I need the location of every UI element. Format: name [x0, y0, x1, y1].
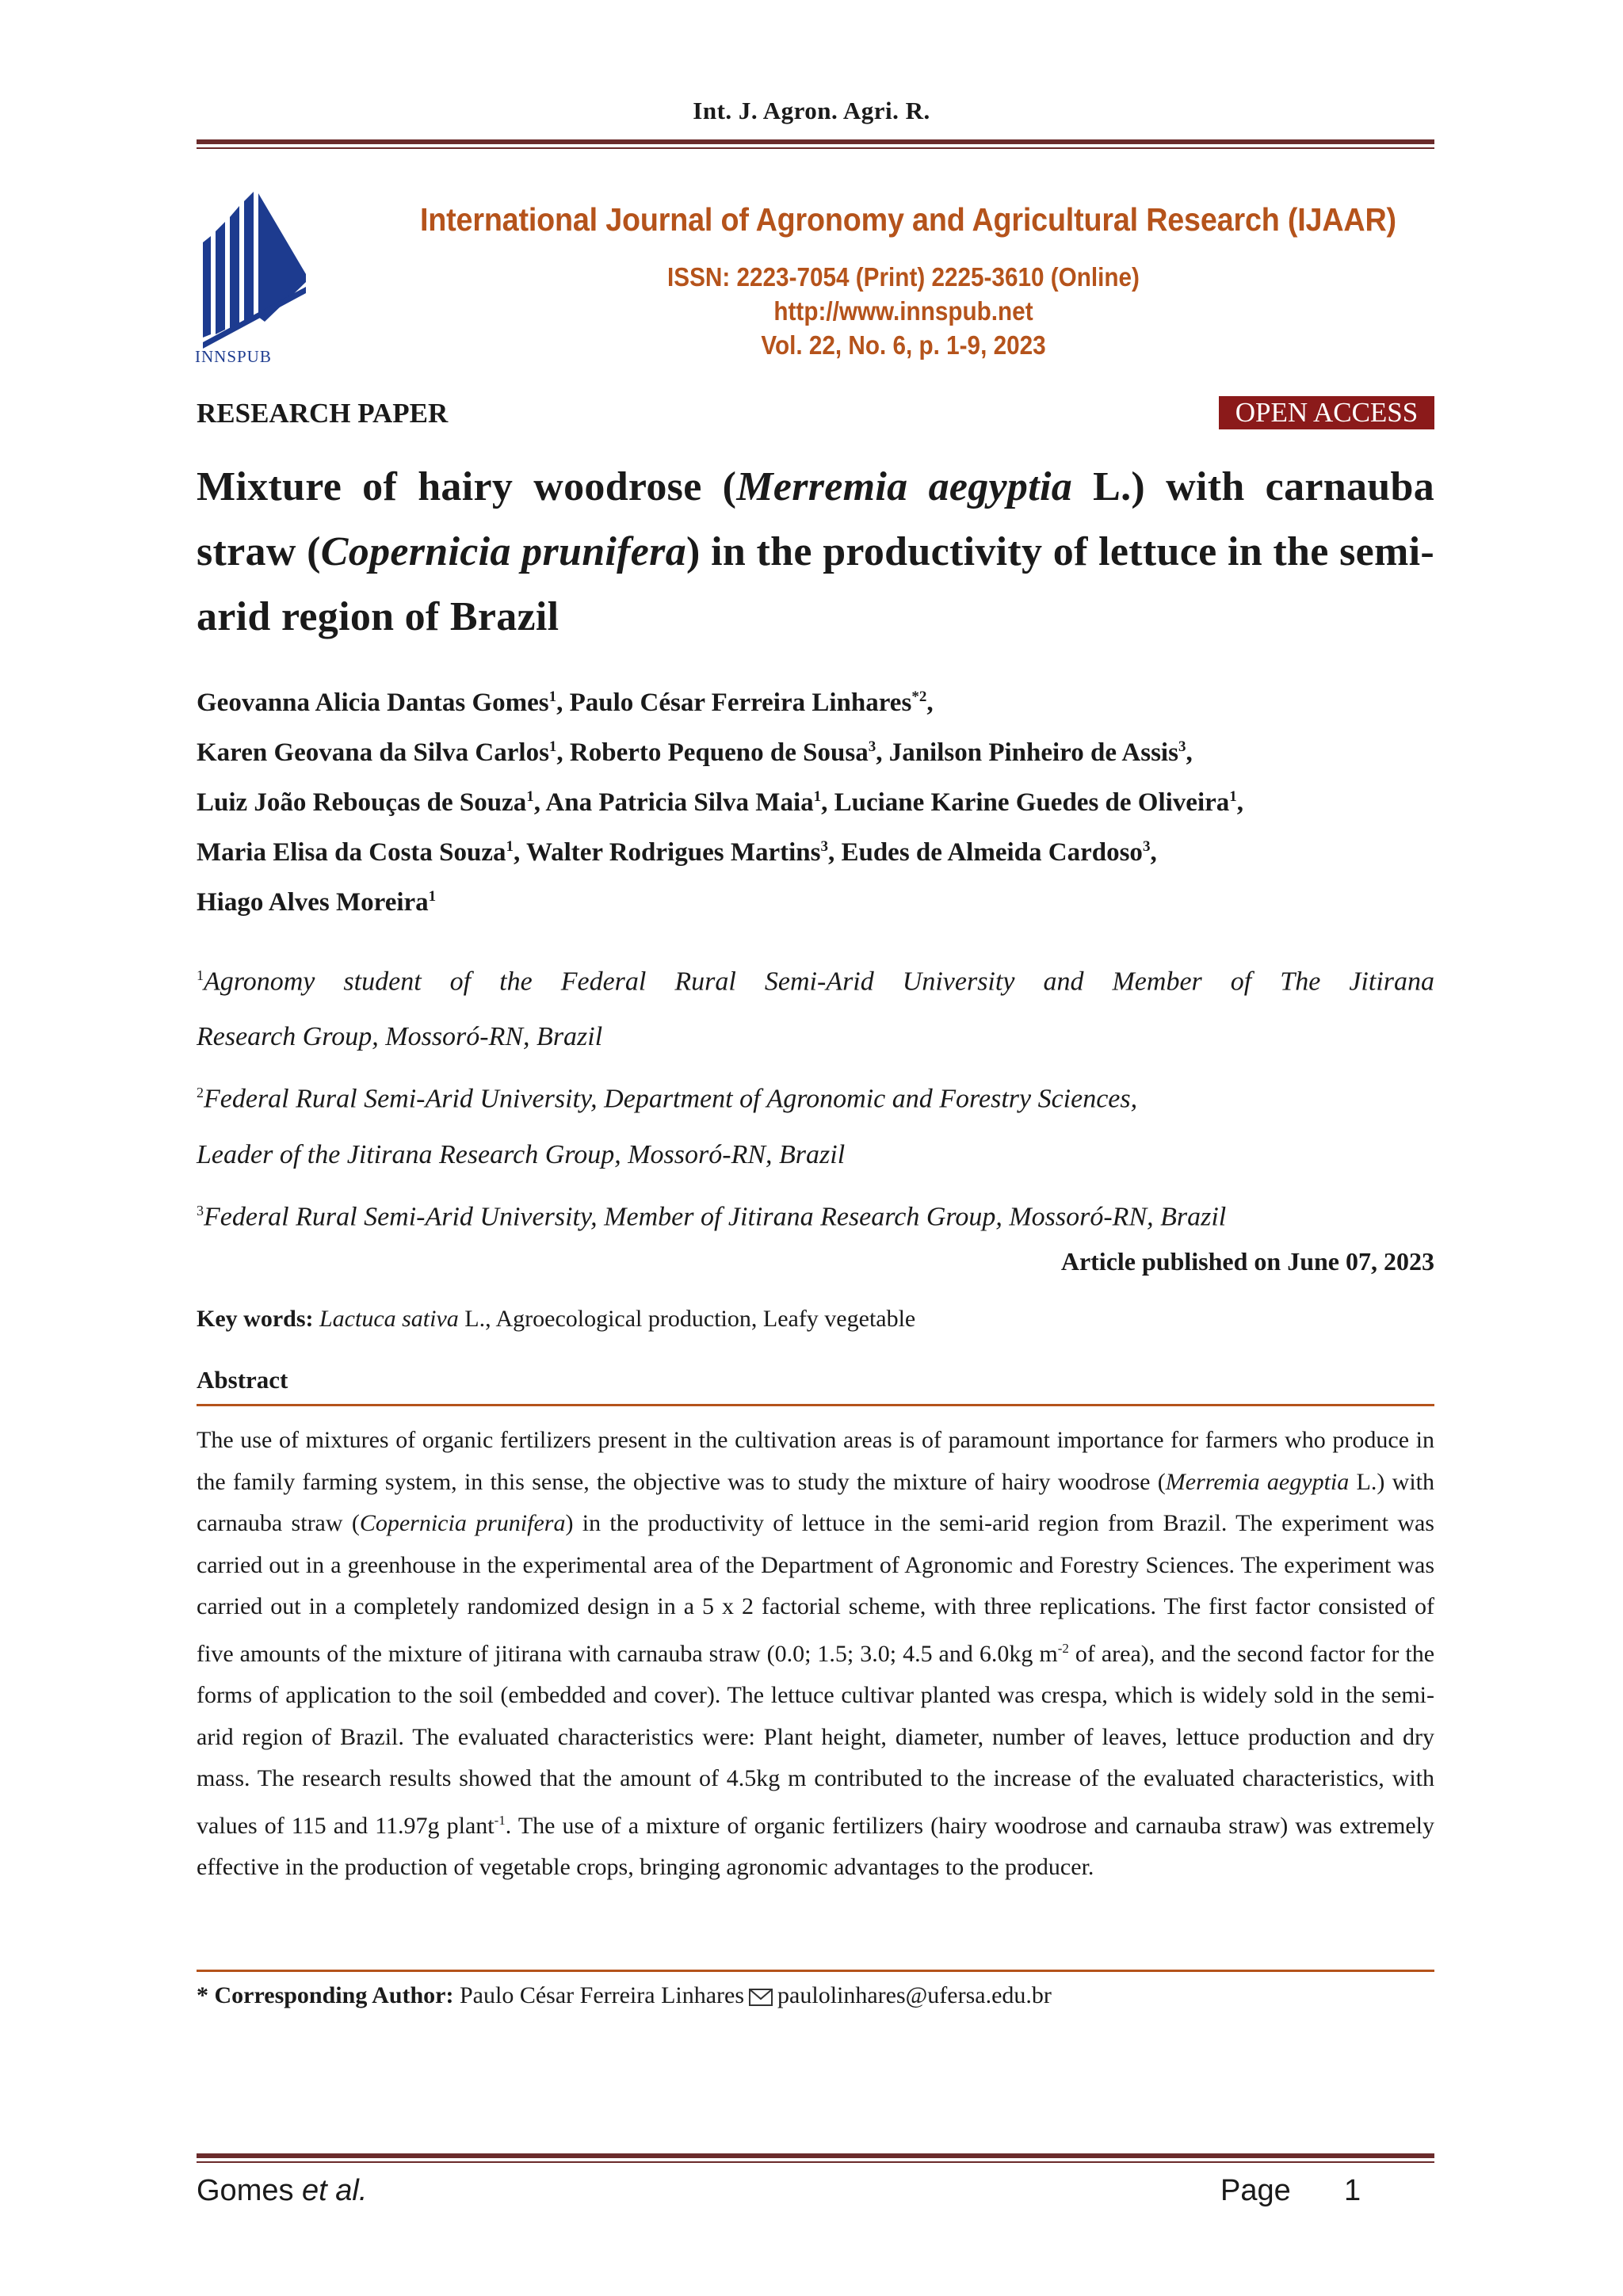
- affiliation-2-cont: Leader of the Jitirana Research Group, Mossoró-RN, Brazil: [197, 1139, 846, 1169]
- author-name: Eudes de Almeida Cardoso: [841, 838, 1143, 867]
- logo-text: INNSPUB: [195, 347, 272, 366]
- affiliation-2: $^2$Federal Rural Semi-Arid University, Department of Agronomic and Forestry Sciences,: [197, 1084, 1138, 1114]
- corresponding-author: * Corresponding Author: Paulo César Ferreira Linhares paulolinhares@ufersa.edu.br: [197, 1982, 1052, 2008]
- author-name: Geovanna Alicia Dantas Gomes: [197, 688, 549, 717]
- author-name: Luiz João Rebouças de Souza: [197, 788, 527, 817]
- footer-page-label: Page: [1220, 2174, 1291, 2207]
- author-name: Walter Rodrigues Martins: [525, 838, 821, 867]
- author-name: Karen Geovana da Silva Carlos: [197, 738, 549, 767]
- footer-author: Gomes et al.: [197, 2174, 368, 2207]
- innspub-logo-icon: [195, 187, 314, 369]
- abstract-rule-bottom: [197, 1970, 1434, 1972]
- abstract-heading: Abstract: [197, 1366, 288, 1394]
- footer-rule-thick: [197, 2153, 1434, 2158]
- author-name: Hiago Alves Moreira: [197, 888, 429, 917]
- paper-type-label: RESEARCH PAPER: [197, 398, 449, 429]
- journal-info: [618, 260, 1189, 362]
- affiliations: [197, 948, 1434, 1245]
- header-rule-thick: [197, 139, 1434, 144]
- affiliation-1: $^1$Agronomy student of the Federal Rural Semi-Arid University and Member of The Jitirana: [197, 967, 1434, 997]
- envelope-icon: [749, 1989, 773, 2006]
- author-name: Janilson Pinheiro de Assis: [888, 738, 1178, 767]
- affiliation-3: $^3$Federal Rural Semi-Arid University, Member of Jitirana Research Group, Mossoró-RN, Brazil: [197, 1201, 1227, 1231]
- footer-rule-thin: [197, 2161, 1434, 2163]
- author-name: Luciane Karine Guedes de Oliveira: [834, 788, 1230, 817]
- open-access-badge: OPEN ACCESS: [1219, 396, 1434, 429]
- author-list: Geovanna Alicia Dantas Gomes$^1$, Paulo César Ferreira Linhares$^{*2}$, Karen Geovana da Silva Carlos$^1$, Roberto Pequeno de Sousa$^3$, Janilson Pinheiro de Assis$^3$, Luiz João Rebouças de Souza$^1$, Ana Patricia Silva Maia$^1$, Luciane Karine Guedes de Oliveira$^1$, Maria Elisa da Costa Souza$^1$, Walter Rodrigues Martins$^3$, Eudes de Almeida Cardoso$^3$, Hiago Alves Moreira$^1$: [197, 688, 1244, 917]
- article-title: Mixture of hairy woodrose (Merremia aegyptia L.) with carnauba straw (Copernicia prunifera) in the productivity of lettuce in the semi-arid region of Brazil: [197, 464, 1435, 639]
- abstract-text: The use of mixtures of organic fertilizers present in the cultivation areas is of paramount importance for farmers who produce in the family farming system, in this sense, the objective was to study the mixture of hairy woodrose (Merremia aegyptia L.) with carnauba straw (Copernicia prunifera) in the productivity of lettuce in the semi-arid region from Brazil. The experiment was carried out in a greenhouse in the experimental area of the Department of Agronomic and Forestry Sciences. The experiment was carried out in a completely randomized design in a 5 x 2 factorial scheme, with three replications. The first factor consisted of five amounts of the mixture of jitirana with carnauba straw (0.0; 1.5; 3.0; 4.5 and 6.0kg $m^{-2}$ of area), and the second factor for the forms of application to the soil (embedded and cover). The lettuce cultivar planted was crespa, which is widely sold in the semi-arid region of Brazil. The evaluated characteristics were: Plant height, diameter, number of leaves, lettuce production and dry mass. The research results showed that the amount of 4.5kg m contributed to the increase of the evaluated characteristics, with values of 115 and 11.97g plant$^{-1}$. The use of a mixture of organic fertilizers (hairy woodrose and carnauba straw) was extremely effective in the production of vegetable crops, bringing agronomic advantages to the producer.: [197, 1427, 1435, 1880]
- header-rule-thin: [197, 147, 1434, 149]
- keywords: Key words: Lactuca sativa L., Agroecological production, Leafy vegetable: [197, 1306, 916, 1332]
- author-name: Ana Patricia Silva Maia: [545, 788, 814, 817]
- affiliation-1-cont: Research Group, Mossoró-RN, Brazil: [197, 1022, 603, 1052]
- publication-date: Article published on June 07, 2023: [1060, 1247, 1434, 1276]
- abstract-rule-top: [197, 1404, 1434, 1406]
- author-name: Paulo César Ferreira Linhares: [569, 688, 912, 717]
- running-head: Int. J. Agron. Agri. R.: [693, 97, 930, 124]
- author-name: Maria Elisa da Costa Souza: [197, 838, 506, 867]
- issn: ISSN: 2223-7054 (Print) 2225-3610 (Online): [667, 262, 1140, 292]
- footer-page-number: 1: [1344, 2174, 1361, 2207]
- corresponding-name: Paulo César Ferreira Linhares: [460, 1982, 745, 2008]
- author-name: Roberto Pequeno de Sousa: [569, 738, 869, 767]
- journal-url[interactable]: http://www.innspub.net: [773, 296, 1033, 326]
- corresponding-email[interactable]: paulolinhares@ufersa.edu.br: [777, 1982, 1052, 2008]
- journal-title: International Journal of Agronomy and Agricultural Research (IJAAR): [420, 201, 1396, 238]
- volume-info: Vol. 22, No. 6, p. 1-9, 2023: [761, 330, 1046, 360]
